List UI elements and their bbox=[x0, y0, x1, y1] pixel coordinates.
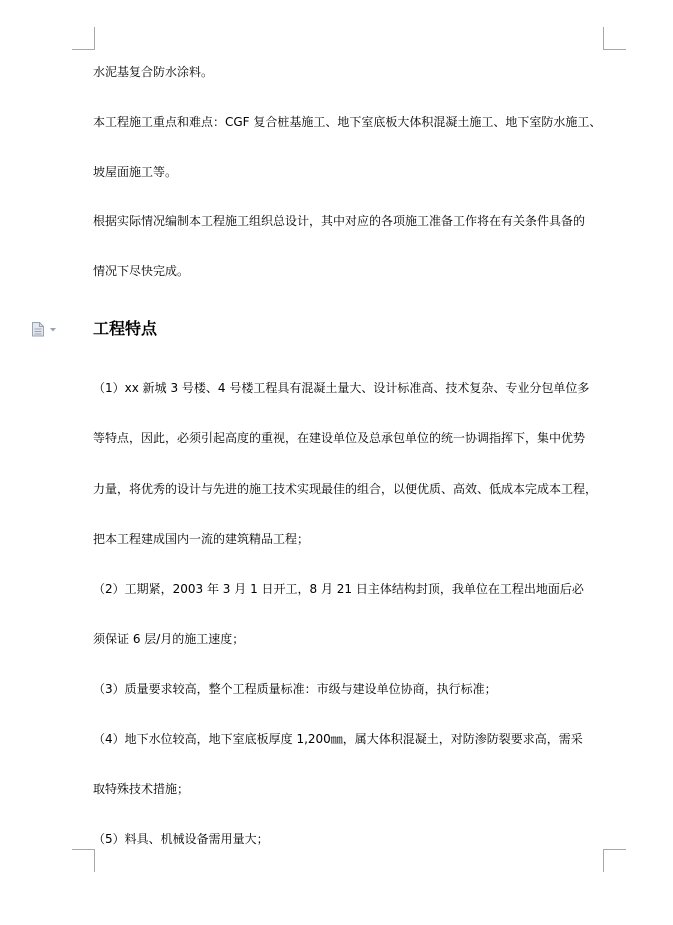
paragraph-line: 坡屋面施工等。 bbox=[93, 165, 178, 179]
document-outline-icon[interactable] bbox=[31, 321, 57, 337]
list-item-line: （2）工期紧，2003 年 3 月 1 日开工，8 月 21 日主体结构封顶，我单位在工程出地面后必 bbox=[93, 582, 584, 596]
paragraph-line: 本工程施工重点和难点：CGF 复合桩基施工、地下室底板大体积混凝土施工、地下室防水施工、 bbox=[93, 115, 602, 129]
list-item-line: （4）地下水位较高，地下室底板厚度 1,200㎜，属大体积混凝土，对防渗防裂要求高，需采 bbox=[93, 732, 583, 746]
paragraph-line: 水泥基复合防水涂料。 bbox=[93, 65, 214, 79]
list-item-line: 力量，将优秀的设计与先进的施工技术实现最佳的组合，以便优质、高效、低成本完成本工程， bbox=[93, 482, 598, 496]
paragraph-line: 情况下尽快完成。 bbox=[93, 264, 190, 278]
section-heading: 工程特点 bbox=[93, 319, 158, 338]
list-item-line: 等特点，因此，必须引起高度的重视，在建设单位及总承包单位的统一协调指挥下，集中优势 bbox=[93, 431, 586, 445]
crop-mark-top-left bbox=[72, 27, 95, 50]
list-item-line: 须保证 6 层/月的施工速度； bbox=[93, 632, 245, 646]
paragraph-line: 根据实际情况编制本工程施工组织总设计，其中对应的各项施工准备工作将在有关条件具备的 bbox=[93, 214, 586, 228]
list-item-line: （3）质量要求较高，整个工程质量标准：市级与建设单位协商，执行标准； bbox=[93, 682, 497, 696]
crop-mark-top-right bbox=[603, 27, 626, 50]
list-item-line: （1）xx 新城 3 号楼、4 号楼工程具有混凝土量大、设计标准高、技术复杂、专业分包单位多 bbox=[93, 381, 590, 395]
crop-mark-bottom-right bbox=[603, 849, 626, 872]
list-item-line: 把本工程建成国内一流的建筑精品工程； bbox=[93, 532, 310, 546]
list-item-line: 取特殊技术措施； bbox=[93, 782, 190, 796]
list-item-line: （5）料具、机械设备需用量大； bbox=[93, 832, 269, 846]
crop-mark-bottom-left bbox=[72, 849, 95, 872]
